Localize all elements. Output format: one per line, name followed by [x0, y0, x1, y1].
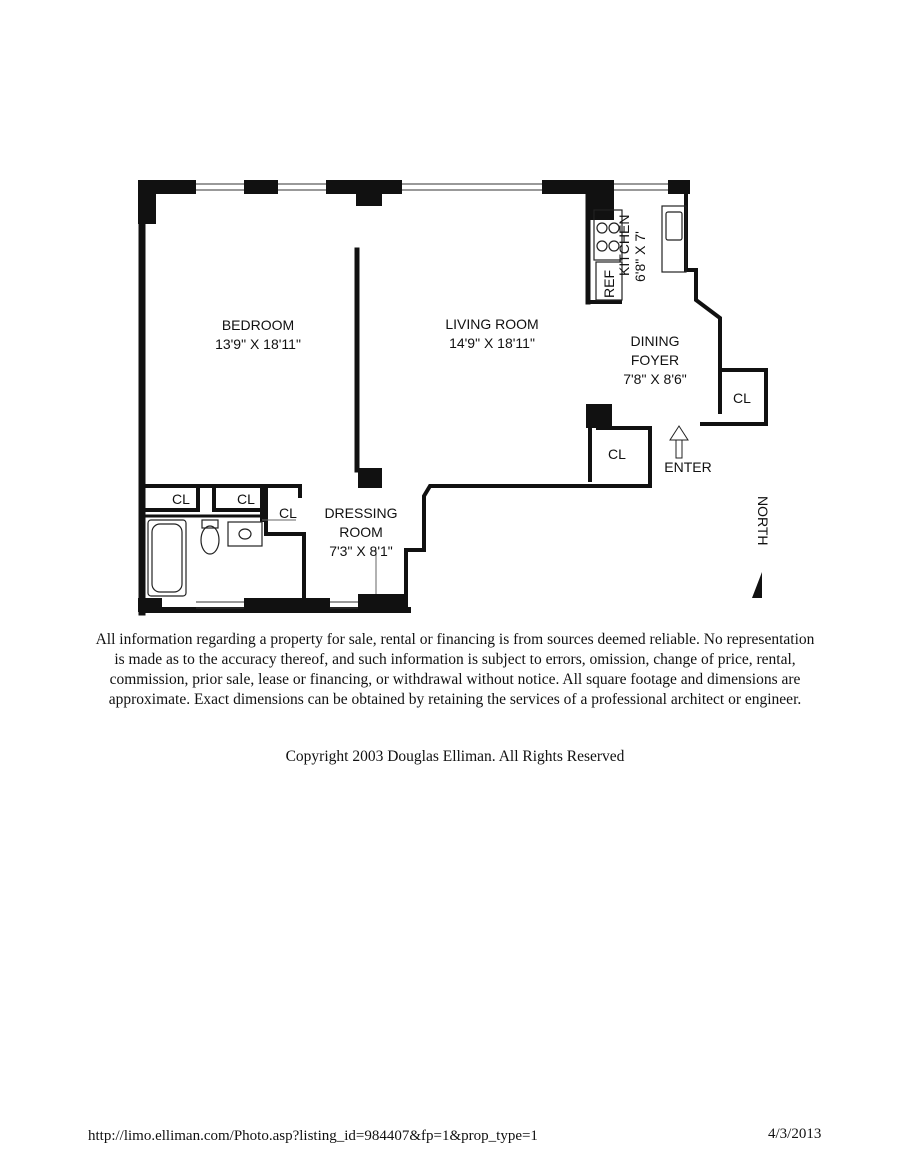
closet-label-bedroom-2: CL [237, 491, 255, 507]
dressing-label: DRESSING [324, 505, 398, 521]
bathroom-fixtures [148, 520, 262, 596]
kitchen-dims: 6'8" X 7' [632, 231, 648, 282]
disclaimer-text: All information regarding a property for sale, rental or financing is from sources deemed reliable. No representation is made as to the accuracy thereof, and such information is subject to errors, omission, change of price, rental, commission, prior sale, lease or financing, or withdrawal without notice. All square footage and dimensions are approximate. Exact dimensions can be obtained by retaining the services of a professional architect or engineer. [95, 631, 815, 708]
kitchen-label: KITCHEN [616, 214, 632, 276]
bathtub [148, 520, 186, 596]
bedroom-dims: 13'9" X 18'11" [215, 336, 301, 352]
walls [142, 184, 766, 612]
dressing-room-dims: 7'3" X 8'1" [329, 543, 393, 559]
dining-label: DINING [630, 333, 680, 349]
ref-label: REF [601, 270, 617, 298]
dressing-room-label: ROOM [339, 524, 383, 540]
footer-url: http://limo.elliman.com/Photo.asp?listing_id=984407&fp=1&prop_type=1 [88, 1128, 538, 1144]
footer-date: 4/3/2013 [768, 1126, 822, 1142]
enter-arrow-icon [670, 426, 688, 458]
living-room-label: LIVING ROOM [445, 316, 539, 332]
dining-foyer-dims: 7'8" X 8'6" [623, 371, 687, 387]
closet-label-dressing: CL [279, 505, 297, 521]
copyright-text: Copyright 2003 Douglas Elliman. All Rights Reserved [285, 748, 625, 765]
closet-label-foyer-lower: CL [608, 446, 626, 462]
north-label: NORTH [755, 496, 771, 546]
bedroom-label: BEDROOM [221, 317, 295, 333]
living-room-dims: 14'9" X 18'11" [449, 335, 535, 351]
north-arrow-icon [752, 572, 762, 598]
toilet [201, 526, 219, 554]
sink [228, 522, 262, 546]
enter-label: ENTER [664, 459, 712, 475]
foyer-label: FOYER [630, 352, 680, 368]
closet-label-foyer-right: CL [733, 390, 751, 406]
closet-label-bedroom-1: CL [172, 491, 190, 507]
